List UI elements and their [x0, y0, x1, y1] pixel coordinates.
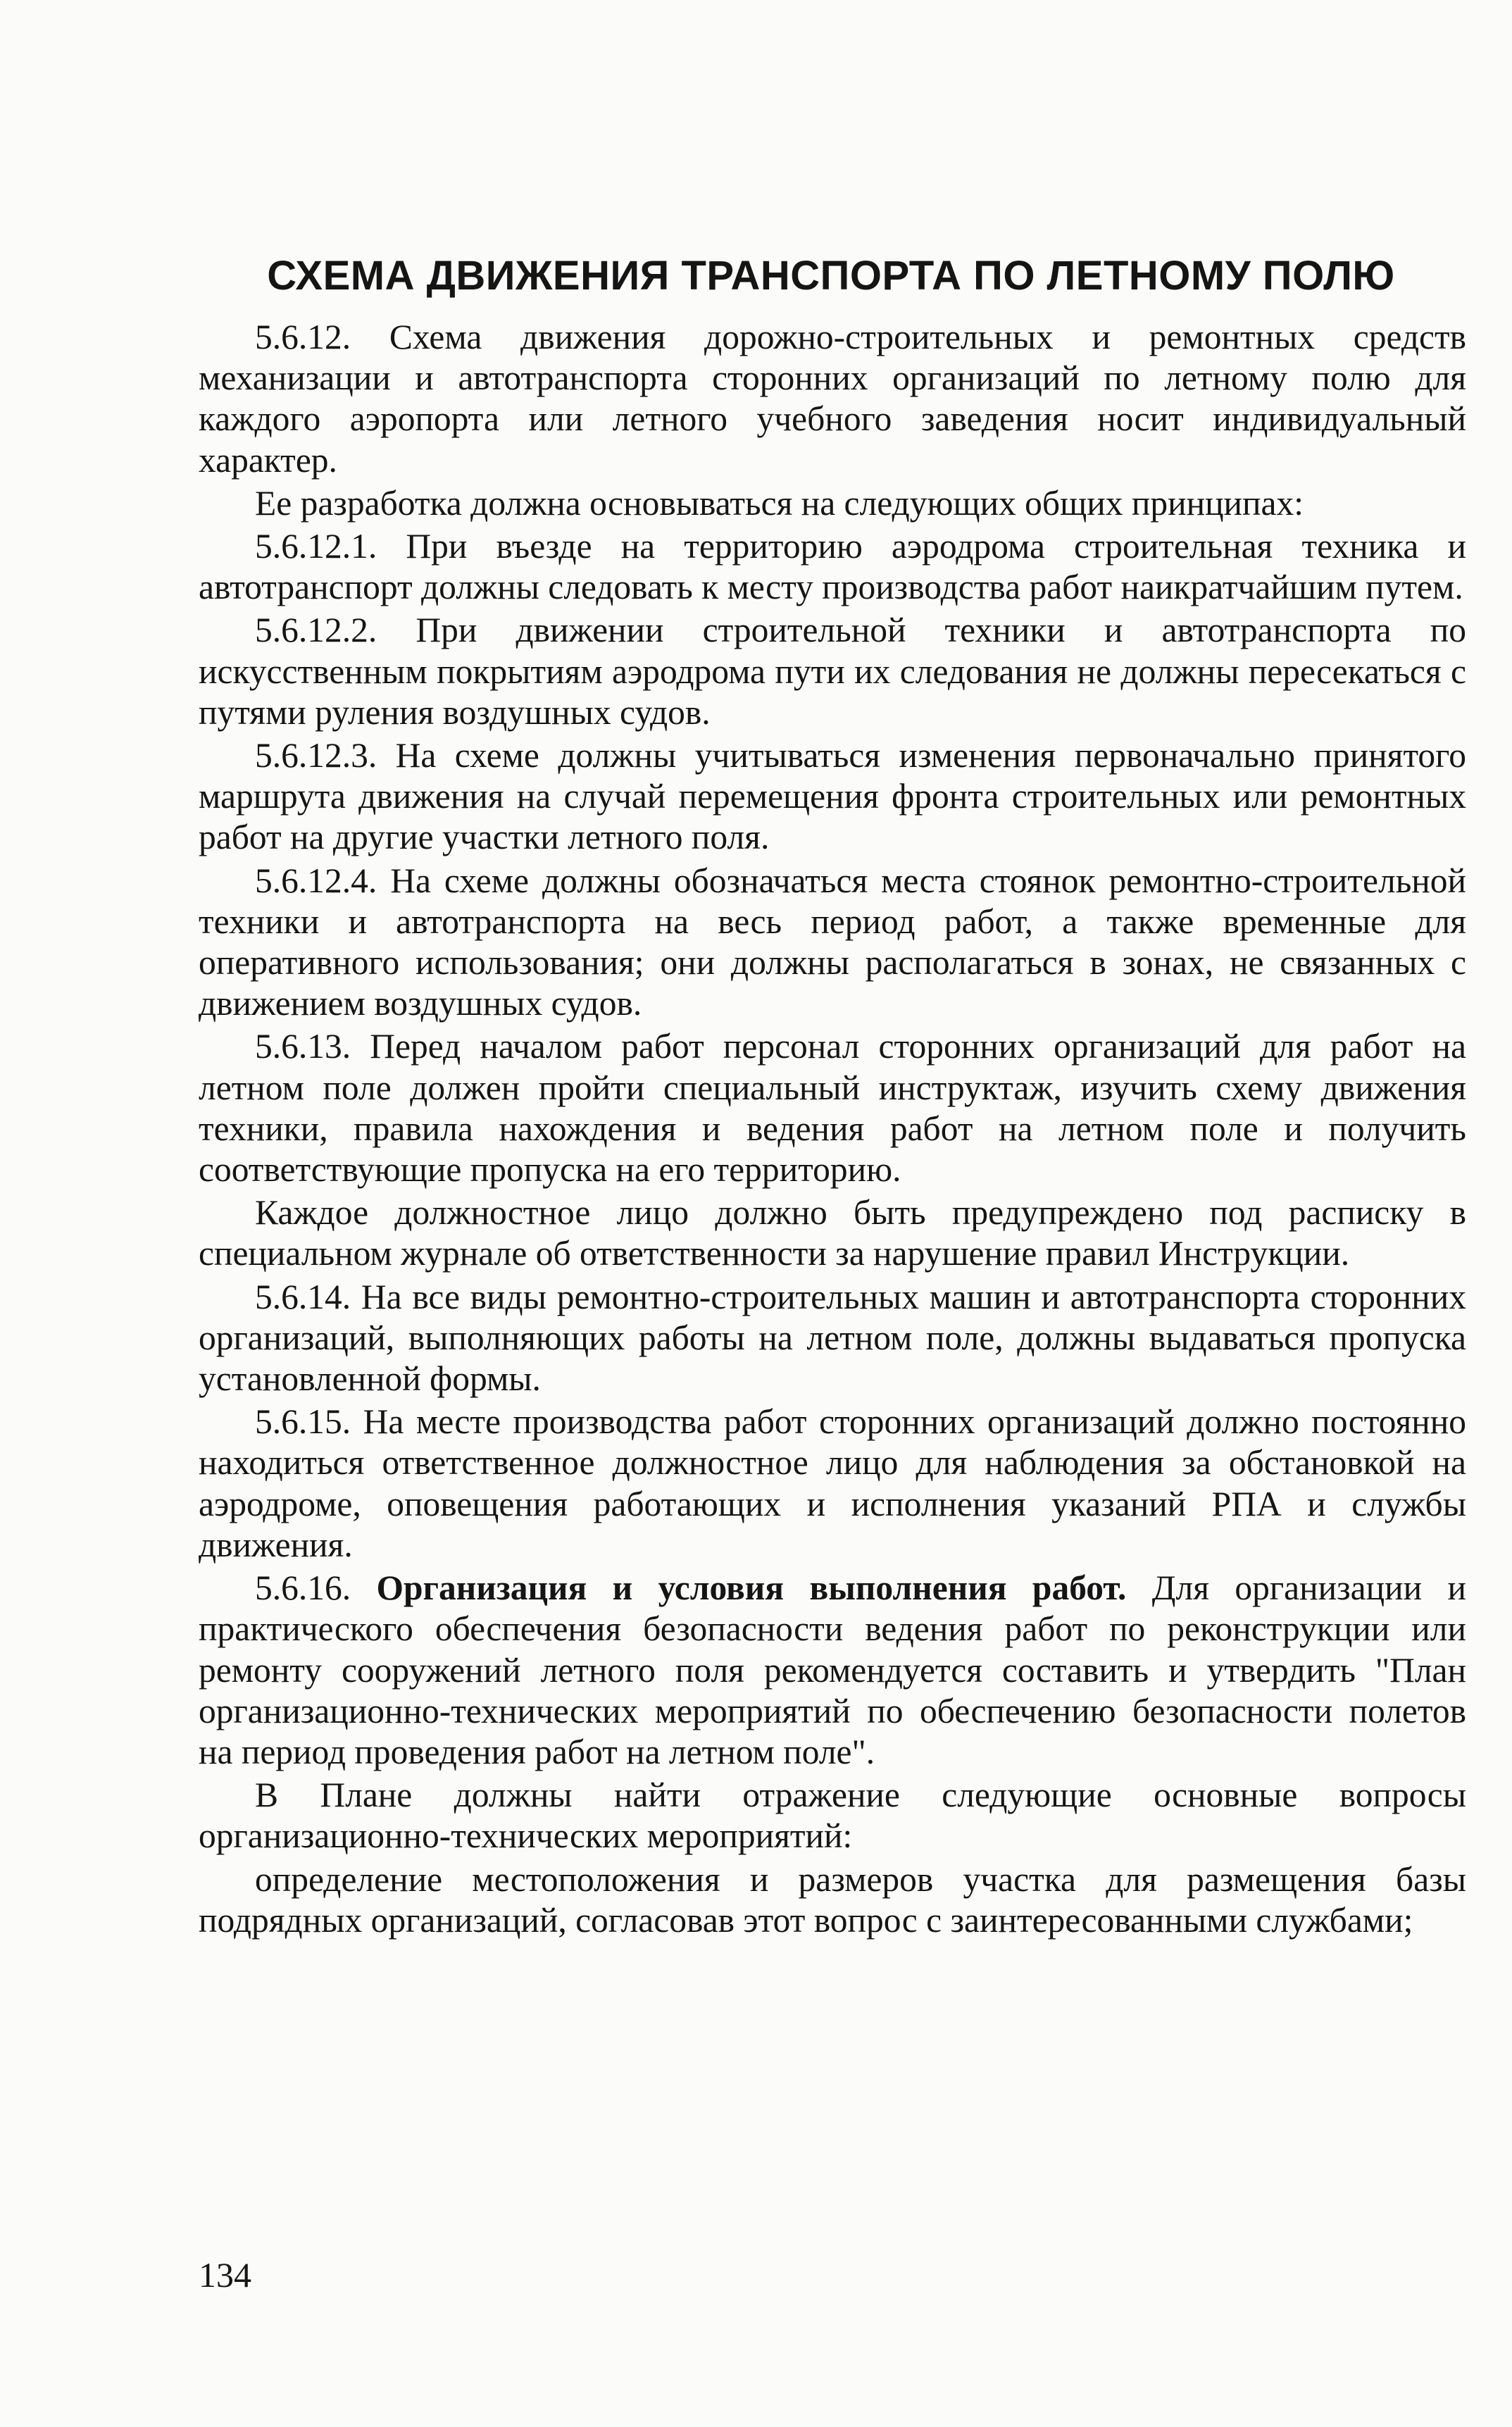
body-text [199, 317, 1466, 1941]
paragraph-5-6-15: 5.6.15. На месте производства работ сторонних организаций должно постоянно находиться ответственное должностное лицо для наблюдения за обстановкой на аэродроме, оповещения работающих и исполнения указаний РПА и службы движения. [199, 1402, 1466, 1564]
paragraph-5-6-12-2: 5.6.12.2. При движении строительной техники и автотранспорта по искусственным покрытиям аэродрома пути их следования не должны пересекаться с путями руления воздушных судов. [199, 611, 1466, 732]
section-heading: СХЕМА ДВИЖЕНИЯ ТРАНСПОРТА ПО ЛЕТНОМУ ПОЛЮ [267, 253, 1395, 299]
paragraph-5-6-16 [199, 1568, 1466, 1773]
paragraph-5-6-16-text: Для организации и практического обеспечения безопасности ведения работ по реконструкции или ремонту сооружений летного поля рекомендуется составить и утвердить "План организационно-технических мероприятий по обеспечению безопасности полетов на период проведения работ на летном поле". [199, 1568, 1466, 1771]
paragraph-5-6-12-3: 5.6.12.3. На схеме должны учитываться изменения первоначально принятого маршрута движения на случай перемещения фронта строительных или ремонтных работ на другие участки летного поля. [199, 736, 1466, 857]
paragraph-5-6-16-number: 5.6.16. [255, 1568, 377, 1608]
paragraph-5-6-16-bold-heading: Организация и условия выполнения работ. [376, 1568, 1127, 1608]
paragraph-base-location: определение местоположения и размеров участка для размещения базы подрядных организаций, согласовав этот вопрос с заинтересованными службами; [199, 1859, 1466, 1940]
paragraph-5-6-13: 5.6.13. Перед началом работ персонал сторонних организаций для работ на летном поле должен пройти специальный инструктаж, изучить схему движения техники, правила нахождения и ведения работ на летном поле и получить соответствующие пропуска на его территорию. [199, 1027, 1466, 1190]
paragraph-5-6-12-4: 5.6.12.4. На схеме должны обозначаться места стоянок ремонтно-строительной техники и автотранспорта на весь период работ, а также временные для оперативного использования; они должны располагаться в зонах, не связанных с движением воздушных судов. [199, 861, 1466, 1023]
paragraph-5-6-14: 5.6.14. На все виды ремонтно-строительных машин и автотранспорта сторонних организаций, выполняющих работы на летном поле, должны выдаваться пропуска установленной формы. [199, 1277, 1466, 1399]
paragraph-plan-questions: В Плане должны найти отражение следующие основные вопросы организационно-технических мероприятий: [199, 1776, 1466, 1856]
paragraph-5-6-12: 5.6.12. Схема движения дорожно-строительных и ремонтных средств механизации и автотранспорта сторонних организаций по летному полю для каждого аэропорта или летного учебного заведения носит индивидуальный характер. [199, 318, 1466, 480]
paragraph-5-6-12-1: 5.6.12.1. При въезде на территорию аэродрома строительная техника и автотранспорт должны следовать к месту производства работ наикратчайшим путем. [199, 527, 1466, 607]
paragraph-receipt-warning: Каждое должностное лицо должно быть предупреждено под расписку в специальном журнале об ответственности за нарушение правил Инструкции. [199, 1193, 1466, 1273]
paragraph-principles-intro: Ее разработка должна основываться на следующих общих принципах: [255, 483, 1304, 523]
page-number: 134 [199, 2255, 251, 2295]
